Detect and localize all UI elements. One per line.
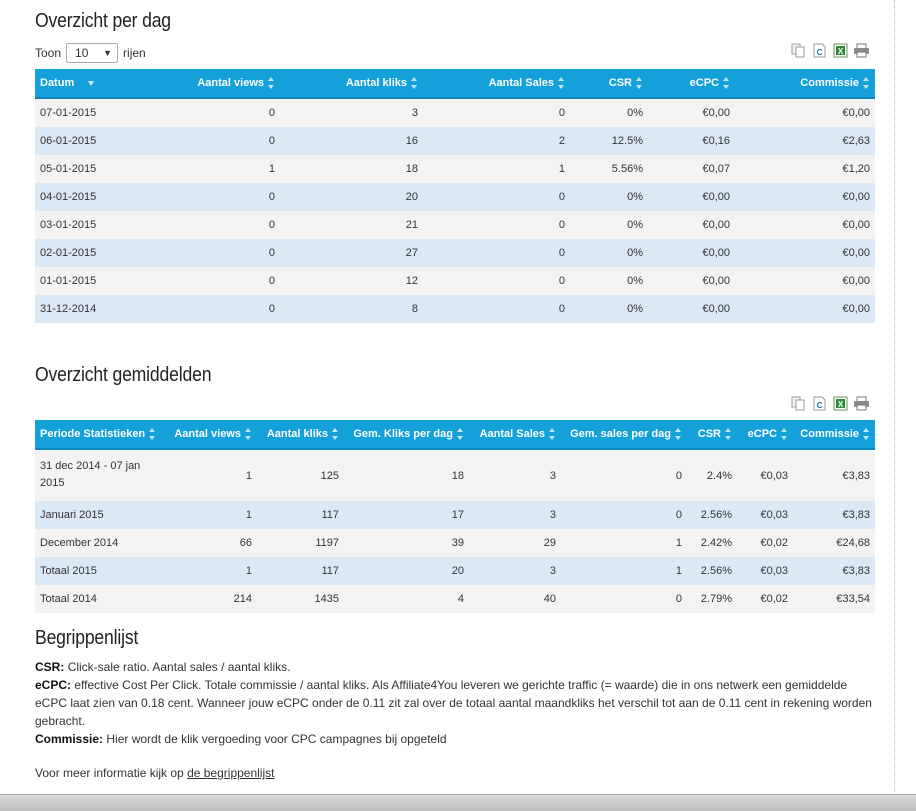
- sort-icon: [457, 428, 464, 440]
- cell-views: 1: [165, 557, 257, 585]
- chevron-down-icon: ▼: [103, 48, 113, 58]
- cell-sales: 1: [423, 155, 570, 183]
- averages-table-header: [35, 420, 875, 449]
- glossary-title: Begrippenlijst: [35, 627, 139, 649]
- glossary-term: Commissie:: [35, 732, 104, 746]
- col-label: Commissie: [800, 76, 859, 89]
- cell-csr: 0%: [570, 295, 648, 323]
- cell-clicks: 1435: [257, 585, 344, 613]
- cell-sales: 40: [469, 585, 561, 613]
- glossary-link[interactable]: de begrippenlijst: [187, 766, 275, 780]
- table-row: [35, 449, 875, 501]
- cell-ecpc: €0,00: [648, 98, 735, 127]
- col-datum[interactable]: [35, 69, 130, 98]
- glossary-term: eCPC:: [35, 678, 72, 692]
- cell-csr: 2.42%: [687, 529, 737, 557]
- daily-table: [35, 69, 875, 323]
- cell-ecpc: €0,03: [737, 557, 793, 585]
- sort-icon: [781, 428, 788, 440]
- table-row: [35, 295, 875, 323]
- table-row: [35, 585, 875, 613]
- cell-views: 1: [165, 501, 257, 529]
- cell-commission: €0,00: [735, 295, 875, 323]
- copy-icon[interactable]: [790, 395, 807, 412]
- cell-clicks: 117: [257, 557, 344, 585]
- col-csr[interactable]: [687, 420, 737, 449]
- daily-overview-title: Overzicht per dag: [35, 10, 171, 32]
- col-label: Commissie: [800, 427, 859, 440]
- glossary-definition: Click-sale ratio. Aantal sales / aantal kliks.: [67, 660, 291, 674]
- cell-avg-clicks: 20: [344, 557, 469, 585]
- col-csr[interactable]: [570, 69, 648, 98]
- cell-sales: 29: [469, 529, 561, 557]
- cell-date: 04-01-2015: [35, 183, 130, 211]
- rows-per-page-select[interactable]: [66, 43, 118, 63]
- cell-csr: 12.5%: [570, 127, 648, 155]
- cell-csr: 2.56%: [687, 501, 737, 529]
- col-label: Gem. Kliks per dag: [353, 427, 453, 440]
- copy-icon[interactable]: [790, 42, 807, 59]
- glossary-item: [35, 676, 875, 730]
- cell-commission: €33,54: [793, 585, 875, 613]
- col-label: Periode Statistieken: [40, 427, 146, 440]
- csv-icon[interactable]: [811, 42, 828, 59]
- cell-sales: 2: [423, 127, 570, 155]
- sort-desc-icon: [88, 81, 94, 86]
- cell-views: 0: [130, 239, 280, 267]
- cell-avg-sales: 0: [561, 501, 687, 529]
- cell-clicks: 27: [280, 239, 423, 267]
- averages-table: [35, 420, 875, 613]
- col-label: Gem. sales per dag: [570, 427, 671, 440]
- cell-views: 0: [130, 267, 280, 295]
- col-label: Aantal kliks: [266, 427, 328, 440]
- rows-label: rijen: [123, 46, 146, 60]
- col-label: Aantal kliks: [345, 76, 407, 89]
- cell-period: December 2014: [35, 529, 165, 557]
- averages-overview-title: Overzicht gemiddelden: [35, 364, 212, 386]
- cell-views: 0: [130, 98, 280, 127]
- cell-avg-clicks: 39: [344, 529, 469, 557]
- sort-icon: [675, 428, 682, 440]
- col-label: Aantal Sales: [488, 76, 554, 89]
- show-label: Toon: [35, 46, 62, 60]
- cell-avg-clicks: 18: [344, 449, 469, 501]
- cell-date: 03-01-2015: [35, 211, 130, 239]
- table-row: [35, 501, 875, 529]
- cell-date: 07-01-2015: [35, 98, 130, 127]
- cell-views: 0: [130, 211, 280, 239]
- col-label: eCPC: [689, 76, 719, 89]
- col-gem-sales[interactable]: [561, 420, 687, 449]
- cell-ecpc: €0,00: [648, 295, 735, 323]
- col-aantal-kliks[interactable]: [257, 420, 344, 449]
- col-label: Aantal views: [174, 427, 241, 440]
- cell-period: 31 dec 2014 - 07 jan 2015: [35, 449, 165, 501]
- cell-sales: 0: [423, 239, 570, 267]
- cell-views: 0: [130, 183, 280, 211]
- cell-sales: 0: [423, 183, 570, 211]
- table-row: [35, 267, 875, 295]
- cell-clicks: 20: [280, 183, 423, 211]
- col-aantal-views[interactable]: [130, 69, 280, 98]
- col-gem-kliks[interactable]: [344, 420, 469, 449]
- cell-clicks: 16: [280, 127, 423, 155]
- sort-icon: [863, 77, 870, 89]
- table-row: [35, 183, 875, 211]
- print-icon[interactable]: [853, 395, 870, 412]
- cell-avg-sales: 0: [561, 585, 687, 613]
- col-label: CSR: [697, 427, 721, 440]
- cell-clicks: 18: [280, 155, 423, 183]
- svg-text:X: X: [837, 47, 844, 56]
- col-label: eCPC: [747, 427, 777, 440]
- cell-csr: 2.79%: [687, 585, 737, 613]
- cell-ecpc: €0,00: [648, 183, 735, 211]
- cell-ecpc: €0,02: [737, 529, 793, 557]
- col-label: Aantal Sales: [479, 427, 545, 440]
- cell-sales: 3: [469, 557, 561, 585]
- excel-icon[interactable]: [832, 395, 849, 412]
- cell-views: 66: [165, 529, 257, 557]
- cell-commission: €0,00: [735, 267, 875, 295]
- cell-clicks: 3: [280, 98, 423, 127]
- cell-ecpc: €0,02: [737, 585, 793, 613]
- cell-avg-clicks: 4: [344, 585, 469, 613]
- svg-text:C: C: [816, 48, 823, 57]
- cell-sales: 3: [469, 501, 561, 529]
- cell-clicks: 12: [280, 267, 423, 295]
- cell-commission: €24,68: [793, 529, 875, 557]
- cell-ecpc: €0,00: [648, 211, 735, 239]
- cell-sales: 0: [423, 98, 570, 127]
- cell-views: 0: [130, 295, 280, 323]
- cell-commission: €0,00: [735, 183, 875, 211]
- col-commissie[interactable]: [793, 420, 875, 449]
- daily-table-header: [35, 69, 875, 98]
- col-ecpc[interactable]: [648, 69, 735, 98]
- cell-avg-sales: 1: [561, 529, 687, 557]
- cell-ecpc: €0,03: [737, 449, 793, 501]
- col-aantal-sales[interactable]: [469, 420, 561, 449]
- cell-csr: 0%: [570, 239, 648, 267]
- table-row: [35, 98, 875, 127]
- more-info-text: Voor meer informatie kijk op: [35, 766, 184, 780]
- col-aantal-sales[interactable]: [423, 69, 570, 98]
- sort-icon: [863, 428, 870, 440]
- cell-date: 31-12-2014: [35, 295, 130, 323]
- glossary-definition: Hier wordt de klik vergoeding voor CPC campagnes bij opgeteld: [106, 732, 447, 746]
- col-label: Datum: [40, 77, 75, 89]
- cell-commission: €0,00: [735, 98, 875, 127]
- cell-date: 02-01-2015: [35, 239, 130, 267]
- csv-icon[interactable]: [811, 395, 828, 412]
- sort-icon: [268, 77, 275, 89]
- glossary-item: [35, 730, 875, 748]
- cell-sales: 0: [423, 295, 570, 323]
- cell-clicks: 117: [257, 501, 344, 529]
- sort-icon: [411, 77, 418, 89]
- cell-sales: 0: [423, 267, 570, 295]
- glossary-list: [35, 658, 875, 748]
- cell-sales: 0: [423, 211, 570, 239]
- cell-sales: 3: [469, 449, 561, 501]
- cell-ecpc: €0,16: [648, 127, 735, 155]
- sort-icon: [245, 428, 252, 440]
- glossary-term: CSR:: [35, 660, 65, 674]
- cell-commission: €0,00: [735, 239, 875, 267]
- cell-ecpc: €0,03: [737, 501, 793, 529]
- excel-icon[interactable]: [832, 42, 849, 59]
- cell-date: 01-01-2015: [35, 267, 130, 295]
- sort-icon: [332, 428, 339, 440]
- sort-icon: [549, 428, 556, 440]
- table-row: [35, 557, 875, 585]
- col-label: CSR: [608, 76, 632, 89]
- cell-ecpc: €0,00: [648, 239, 735, 267]
- print-icon[interactable]: [853, 42, 870, 59]
- table-row: [35, 239, 875, 267]
- page-divider: [894, 0, 895, 792]
- cell-clicks: 1197: [257, 529, 344, 557]
- svg-text:C: C: [816, 401, 823, 410]
- more-info: [35, 766, 274, 780]
- cell-views: 1: [165, 449, 257, 501]
- col-label: Aantal views: [197, 76, 264, 89]
- sort-icon: [725, 428, 732, 440]
- cell-clicks: 21: [280, 211, 423, 239]
- table-row: [35, 127, 875, 155]
- cell-commission: €3,83: [793, 501, 875, 529]
- bottom-bar: [0, 794, 916, 811]
- cell-avg-sales: 0: [561, 449, 687, 501]
- cell-ecpc: €0,07: [648, 155, 735, 183]
- cell-views: 1: [130, 155, 280, 183]
- svg-text:X: X: [837, 400, 844, 409]
- table-row: [35, 155, 875, 183]
- cell-period: Totaal 2015: [35, 557, 165, 585]
- cell-avg-clicks: 17: [344, 501, 469, 529]
- col-aantal-kliks[interactable]: [280, 69, 423, 98]
- cell-commission: €0,00: [735, 211, 875, 239]
- col-aantal-views[interactable]: [165, 420, 257, 449]
- sort-icon: [723, 77, 730, 89]
- cell-views: 214: [165, 585, 257, 613]
- cell-csr: 2.4%: [687, 449, 737, 501]
- glossary-item: [35, 658, 875, 676]
- cell-date: 06-01-2015: [35, 127, 130, 155]
- sort-icon: [558, 77, 565, 89]
- cell-csr: 0%: [570, 267, 648, 295]
- col-periode[interactable]: [35, 420, 165, 449]
- col-ecpc[interactable]: [737, 420, 793, 449]
- cell-csr: 5.56%: [570, 155, 648, 183]
- cell-ecpc: €0,00: [648, 267, 735, 295]
- cell-period: Totaal 2014: [35, 585, 165, 613]
- cell-commission: €3,83: [793, 449, 875, 501]
- averages-export-tools: [790, 395, 870, 412]
- cell-csr: 0%: [570, 211, 648, 239]
- table-row: [35, 211, 875, 239]
- cell-commission: €1,20: [735, 155, 875, 183]
- col-commissie[interactable]: [735, 69, 875, 98]
- sort-icon: [149, 428, 156, 440]
- cell-clicks: 8: [280, 295, 423, 323]
- cell-csr: 0%: [570, 98, 648, 127]
- cell-csr: 0%: [570, 183, 648, 211]
- cell-commission: €3,83: [793, 557, 875, 585]
- cell-views: 0: [130, 127, 280, 155]
- cell-date: 05-01-2015: [35, 155, 130, 183]
- sort-icon: [636, 77, 643, 89]
- cell-csr: 2.56%: [687, 557, 737, 585]
- daily-export-tools: [790, 42, 870, 59]
- glossary-definition: effective Cost Per Click. Totale commissie / aantal kliks. Als Affiliate4You leveren we gerichte traffic (= waarde) die in ons netwerk een gemiddelde eCPC laat zien van 0.18 cent. Wanneer jouw eCPC onder de 0.11 zit zal over de totaal aantal maandkliks het verschil tot aan de 0.11 cent in rekening worden gebracht.: [35, 678, 872, 728]
- cell-clicks: 125: [257, 449, 344, 501]
- cell-avg-sales: 1: [561, 557, 687, 585]
- page-length-control: [35, 42, 146, 64]
- cell-commission: €2,63: [735, 127, 875, 155]
- cell-period: Januari 2015: [35, 501, 165, 529]
- rows-per-page-value: 10: [75, 46, 89, 60]
- table-row: [35, 529, 875, 557]
